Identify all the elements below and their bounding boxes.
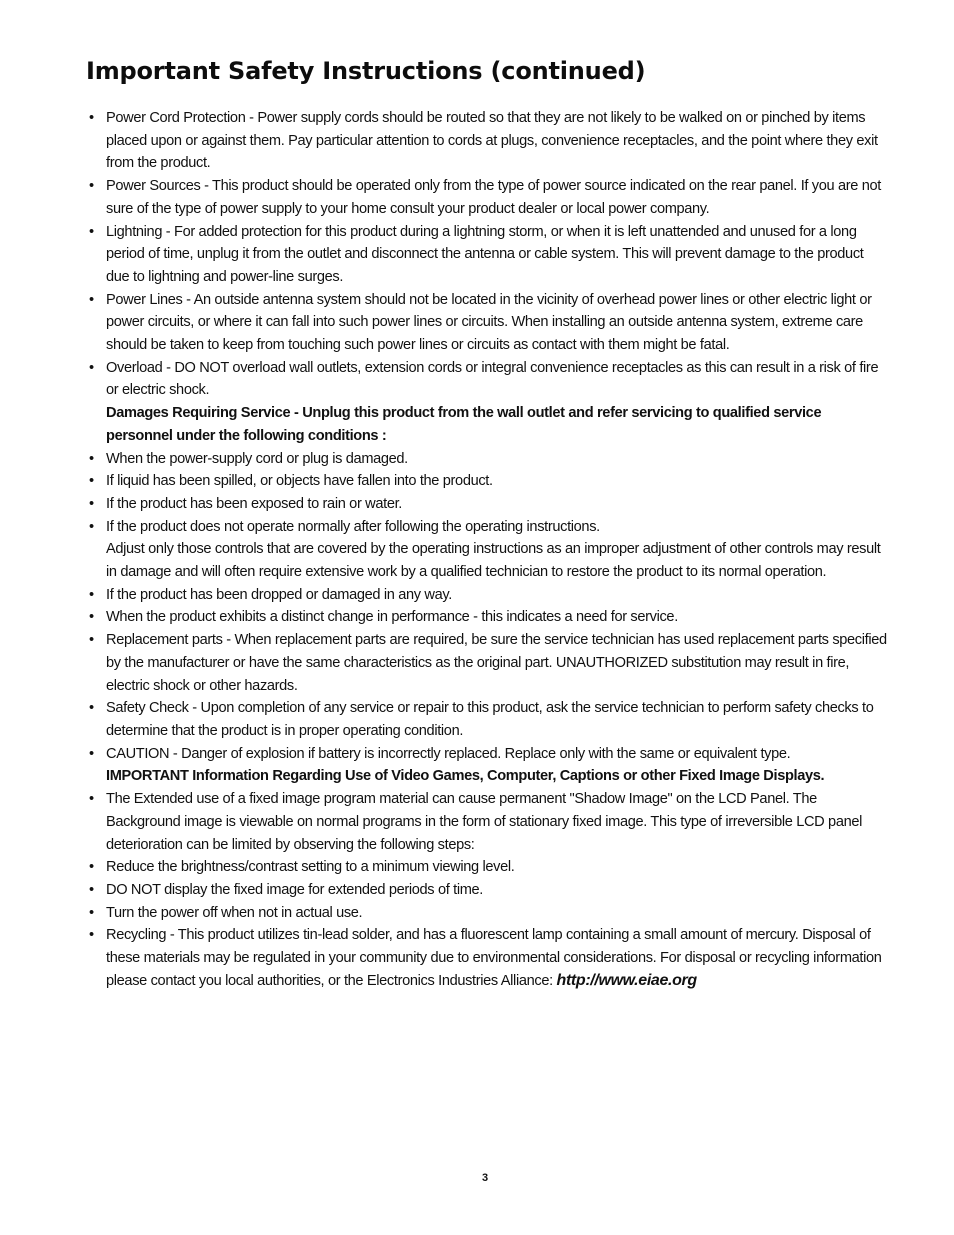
bullet-icon: •: [89, 881, 94, 898]
item-text: CAUTION - Danger of explosion if battery is incorrectly replaced. Replace only with the same or equivalent type.: [106, 745, 791, 762]
item-text: When the product exhibits a distinct change in performance - this indicates a need for service.: [106, 609, 678, 626]
page-title: Important Safety Instructions (continued): [86, 57, 646, 85]
list-item-recycling: [87, 924, 887, 992]
item-text: DO NOT display the fixed image for extended periods of time.: [106, 881, 484, 898]
list-item-power-cord-protection: [87, 107, 887, 175]
bullet-icon: •: [89, 791, 94, 808]
list-item-overload: [87, 357, 887, 402]
list-item-performance-change: [87, 606, 887, 629]
list-item-liquid-spilled: [87, 470, 887, 493]
bullet-icon: •: [89, 495, 94, 512]
bullet-icon: •: [89, 609, 94, 626]
item-text: Lightning - For added protection for this product during a lightning storm, or when it is left unattended and unused for a long period of time, unplug it from the outlet and disconnect the antenna or cable system. This will prevent damage to the product due to lightning and power-line surges.: [106, 223, 864, 285]
list-item-replacement-parts: [87, 629, 887, 697]
item-text: If the product has been exposed to rain or water.: [106, 495, 403, 512]
item-text: When the power-supply cord or plug is damaged.: [106, 450, 408, 467]
list-item-not-operating: [87, 516, 887, 539]
item-text: If liquid has been spilled, or objects have fallen into the product.: [106, 473, 493, 490]
bullet-icon: •: [89, 745, 94, 762]
bullet-icon: •: [89, 859, 94, 876]
item-text: Safety Check - Upon completion of any service or repair to this product, ask the service technician to perform safety checks to determine that the product is in proper operating condition.: [106, 700, 874, 739]
adjust-controls-note: Adjust only those controls that are covered by the operating instructions as an improper adjustment of other controls may result in damage and will often require extensive work by a qualified technician to restore the product to its normal operation.: [106, 541, 881, 581]
list-item-fixed-image-duration: [87, 879, 887, 902]
list-item-battery-caution: [87, 743, 887, 766]
page-number: 3: [481, 1172, 489, 1184]
item-text: Overload - DO NOT overload wall outlets, extension cords or integral convenience receptacles as this can result in a risk of fire or electric shock.: [106, 359, 879, 399]
item-text: Recycling - This product utilizes tin-lead solder, and has a fluorescent lamp containing a small amount of mercury. Disposal of these materials may be regulated in your community due to environmental considerations. For disposal or recycling information please contact you local authorities, or the Electronics Industries Alliance:: [106, 927, 882, 989]
list-item-safety-check: [87, 697, 887, 742]
list-item-shadow-image: [87, 788, 887, 856]
item-text: If the product does not operate normally after following the operating instructions.: [106, 518, 600, 535]
list-item-lightning: [87, 221, 887, 289]
bullet-icon: •: [89, 586, 94, 603]
list-item-power-sources: [87, 175, 887, 220]
list-item-rain-exposure: [87, 493, 887, 516]
list-item-cord-damaged: [87, 448, 887, 471]
item-text: Power Lines - An outside antenna system should not be located in the vicinity of overhead power lines or other electric light or power circuits, or where it can fall into such power lines or circuits. When installing an outside antenna system, extreme care should be taken to keep from touching such power lines or circuits as contact with them might be fatal.: [106, 291, 872, 354]
bullet-icon: •: [89, 359, 94, 376]
bullet-icon: •: [89, 178, 94, 195]
bullet-icon: •: [89, 291, 94, 308]
bullet-icon: •: [89, 223, 94, 240]
item-text: Replacement parts - When replacement parts are required, be sure the service technician has used replacement parts specified by the manufacturer or have the same characteristics as the original part. UNAUTHORIZED substitution may result in fire, electric shock or other hazards.: [106, 632, 887, 694]
list-item-dropped: [87, 584, 887, 607]
bullet-icon: •: [89, 110, 94, 126]
bullet-icon: •: [89, 450, 94, 467]
bullet-icon: •: [89, 518, 94, 535]
list-item-power-off: [87, 902, 887, 925]
item-text: Power Sources - This product should be operated only from the type of power source indicated on the rear panel. If you are not sure of the type of power supply to your home consult your product dealer or local power company.: [106, 178, 881, 217]
eia-website-link[interactable]: http://www.eiae.org: [556, 971, 697, 989]
bullet-icon: •: [89, 904, 94, 921]
bullet-icon: •: [89, 927, 94, 944]
bullet-icon: •: [89, 473, 94, 490]
instructions-body: [87, 107, 887, 992]
item-text: Power Cord Protection - Power supply cords should be routed so that they are not likely to be walked on or pinched by items placed upon or against them. Pay particular attention to cords at plugs, convenience receptacles, and the point where they exit from the product.: [106, 110, 878, 172]
item-text: Reduce the brightness/contrast setting to a minimum viewing level.: [106, 859, 515, 876]
item-text: The Extended use of a fixed image program material can cause permanent "Shadow Image" on the LCD Panel. The Background image is viewable on normal programs in the form of stationary fixed image. This type of irreversible LCD panel deterioration can be limited by observing the following steps:: [106, 791, 863, 853]
item-text: Turn the power off when not in actual use.: [106, 904, 363, 921]
fixed-image-displays-heading: IMPORTANT Information Regarding Use of Video Games, Computer, Captions or other Fixed Image Displays.: [106, 768, 825, 785]
item-text: If the product has been dropped or damaged in any way.: [106, 586, 452, 603]
damages-requiring-service-heading: Damages Requiring Service - Unplug this product from the wall outlet and refer servicing to qualified service personnel under the following conditions :: [106, 405, 822, 444]
bullet-icon: •: [89, 700, 94, 717]
bullet-icon: •: [89, 632, 94, 649]
list-item-reduce-brightness: [87, 856, 887, 879]
list-item-power-lines: [87, 289, 887, 357]
